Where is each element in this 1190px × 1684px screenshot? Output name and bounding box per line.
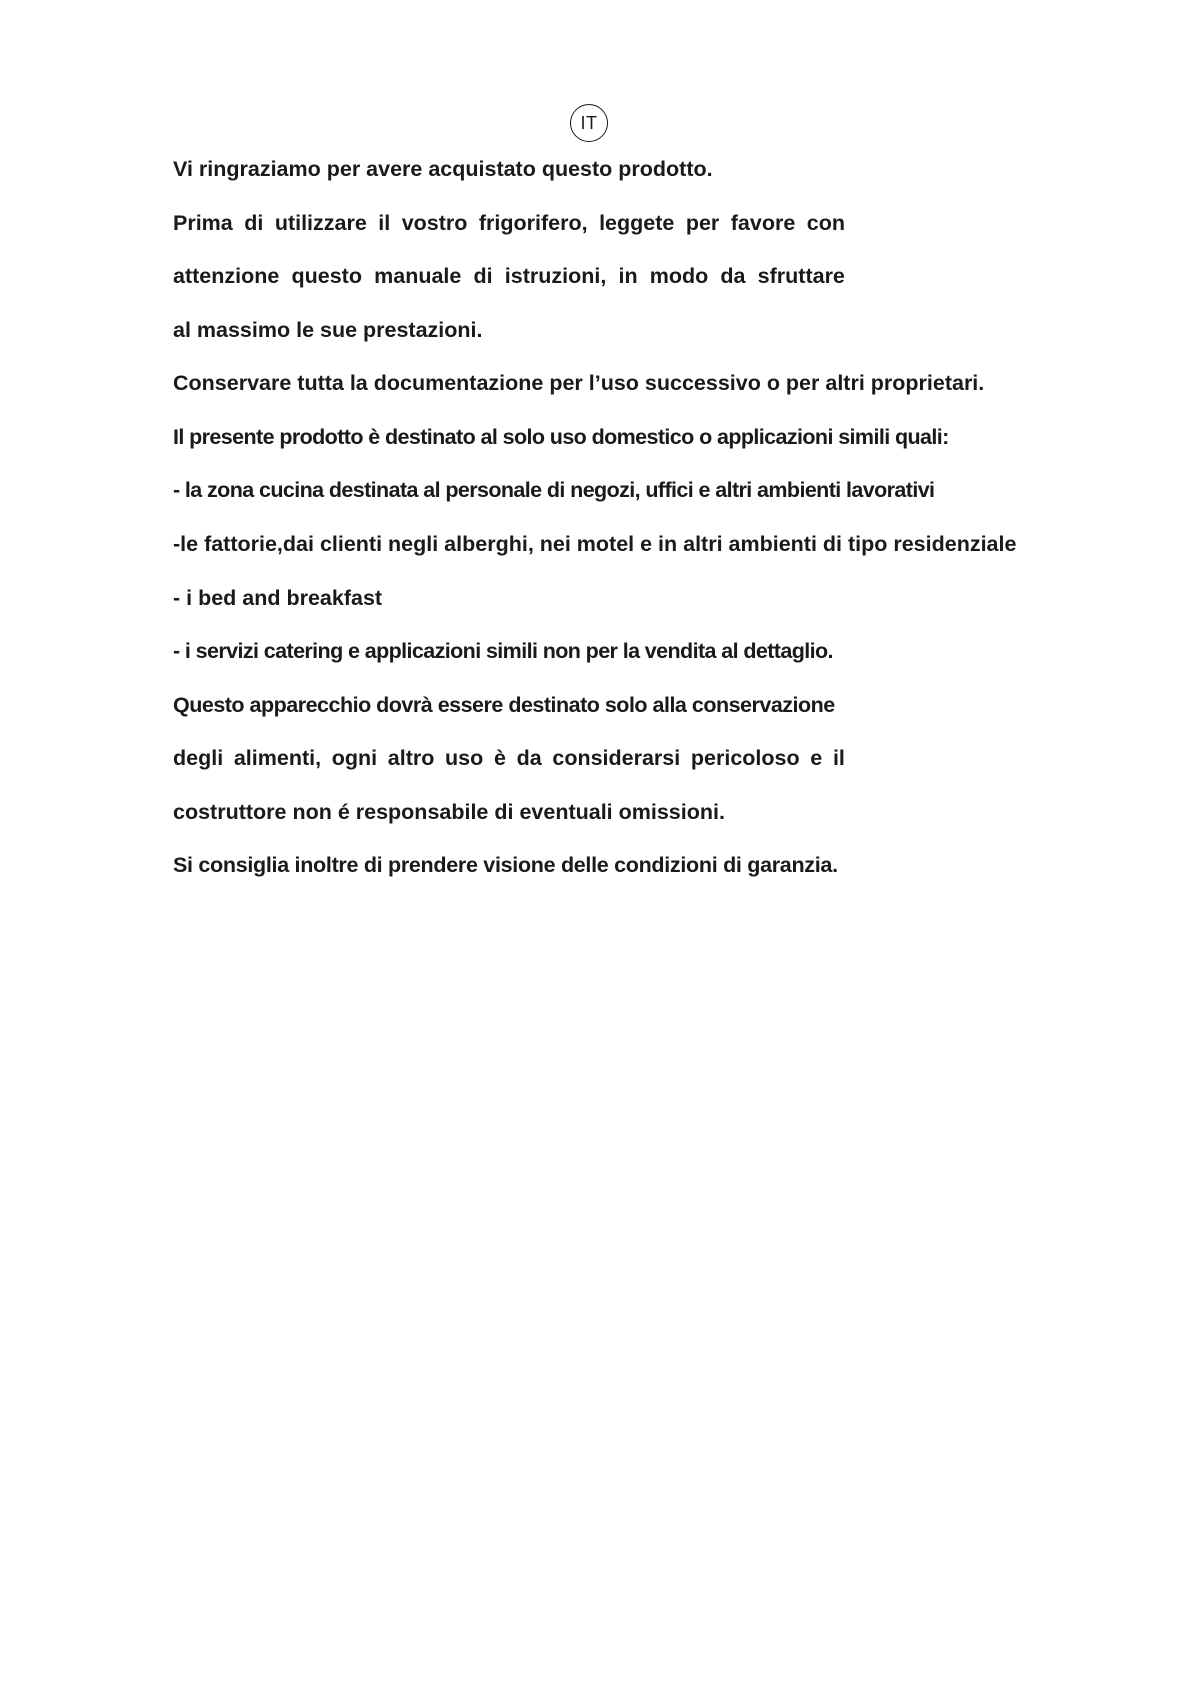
word: ogni: [331, 746, 378, 770]
word: di: [473, 264, 493, 288]
word: altro: [387, 746, 435, 770]
word: pericoloso: [690, 746, 800, 770]
text-line: Il presente prodotto è destinato al solo uso domestico o applicazioni simili quali:: [173, 425, 949, 449]
text-line: -le fattorie,dai clienti negli alberghi, nei motel e in altri ambienti di tipo residenziale: [173, 532, 1017, 556]
word: favore: [730, 211, 796, 235]
text-line: Vi ringraziamo per avere acquistato questo prodotto.: [173, 157, 713, 181]
word: degli: [173, 746, 224, 770]
word: da: [720, 264, 746, 288]
text-line: Questo apparecchio dovrà essere destinato solo alla conservazione: [173, 693, 835, 717]
text-line: - la zona cucina destinata al personale di negozi, uffici e altri ambienti lavorativi: [173, 478, 935, 502]
word: è: [493, 746, 506, 770]
word: utilizzare: [274, 211, 367, 235]
text-line: - i servizi catering e applicazioni simili non per la vendita al dettaglio.: [173, 639, 833, 663]
word: questo: [291, 264, 362, 288]
word: vostro: [401, 211, 468, 235]
word: frigorifero,: [478, 211, 588, 235]
text-line: [173, 745, 845, 771]
text-line: Conservare tutta la documentazione per l’uso successivo o per altri proprietari.: [173, 371, 985, 395]
word: in: [618, 264, 638, 288]
word: manuale: [374, 264, 462, 288]
word: di: [244, 211, 264, 235]
text-line: [173, 210, 845, 236]
text-line: costruttore non é responsabile di eventuali omissioni.: [173, 800, 725, 824]
word: il: [832, 746, 845, 770]
word: e: [810, 746, 823, 770]
word: con: [806, 211, 845, 235]
text-line: [173, 263, 845, 289]
word: Prima: [173, 211, 233, 235]
text-line: Si consiglia inoltre di prendere visione delle condizioni di garanzia.: [173, 853, 838, 877]
language-badge: IT: [570, 104, 608, 142]
word: istruzioni,: [504, 264, 607, 288]
word: uso: [445, 746, 484, 770]
text-line: al massimo le sue prestazioni.: [173, 318, 483, 342]
word: da: [516, 746, 542, 770]
word: attenzione: [173, 264, 280, 288]
word: considerarsi: [552, 746, 681, 770]
word: modo: [649, 264, 709, 288]
text-line: - i bed and breakfast: [173, 586, 383, 610]
word: sfruttare: [757, 264, 845, 288]
word: il: [378, 211, 391, 235]
word: leggete: [599, 211, 675, 235]
word: alimenti,: [233, 746, 322, 770]
word: per: [685, 211, 720, 235]
